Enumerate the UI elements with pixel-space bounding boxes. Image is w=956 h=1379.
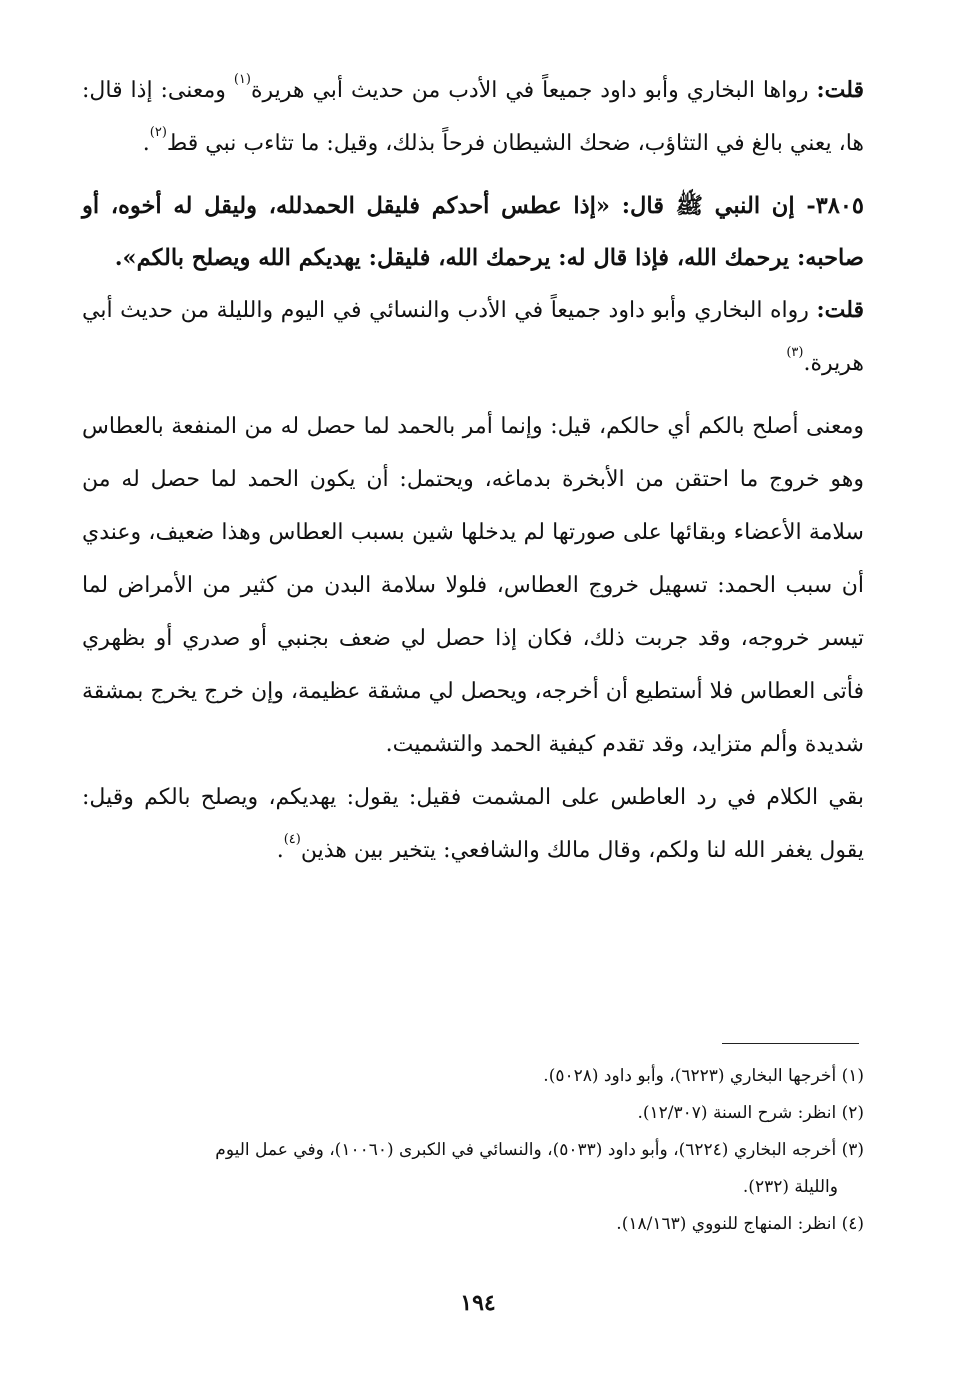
footnotes [82, 1058, 864, 1243]
page-body [82, 64, 864, 877]
paragraph-text: ومعنى: إذا قال: ها، يعني بالغ في التثاؤب، ضحك الشيطان فرحاً بذلك، وقيل: ما تثاءب نبي قط [82, 78, 864, 156]
paragraph-end: . [276, 838, 284, 863]
paragraph-text: رواها البخاري وأبو داود جميعاً في الأدب من حديث أبي هريرة [250, 78, 817, 103]
paragraph-1 [82, 64, 864, 170]
footnote-4: (٤) انظر: المنهاج للنووي (١٨/١٦٣). [616, 1214, 864, 1234]
paragraph-3: ومعنى أصلح بالكم أي حالكم، قيل: وإنما أمر بالحمد لما حصل له من المنفعة بالعطاس وهو خروج ما احتقن من الأبخرة بدماغه، ويحتمل: أن يكون الحمد لما حصل له من سلامة الأعضاء وبقائها على صورتها لم يدخلها شين بسبب العطاس وهذا ضعيف، وعندي أن سبب الحمد: تسهيل خروج العطاس، فلولا سلامة البدن من كثير من الأمراض لما تيسر خروجه، وقد جربت ذلك، فكان إذا حصل لي ضعف بجنبي أو صدري أو بظهري فأتى العطاس فلا أستطيع أن أخرجه، ويحصل لي مشقة عظيمة، وإن خرج يخرج بمشقة شديدة وألم متزايد، وقد تقدم كيفية الحمد والتشميت. [82, 414, 864, 757]
hadith-3805: ٣٨٠٥- إن النبي ﷺ قال: «إذا عطس أحدكم فليقل الحمدلله، وليقل له أخوه، أو صاحبه: يرحمك الله، فإذا قال له: يرحمك الله، فليقل: يهديكم الله ويصلح بالكم». [82, 193, 864, 271]
footnote-separator [722, 1043, 859, 1044]
paragraph-end: . [142, 131, 150, 156]
paragraph-lead: قلت: [816, 297, 864, 323]
paragraph-text: بقي الكلام في رد العاطس على المشمت فقيل: يقول: يهديكم، ويصلح بالكم وقيل: يقول يغفر الله لنا ولكم، وقال مالك والشافعي: يتخير بين هذين [82, 785, 864, 863]
footnote-3-continuation: والليلة (٢٣٢). [742, 1177, 838, 1197]
paragraph-text: رواه البخاري وأبو داود جميعاً في الأدب والنسائي في اليوم والليلة من حديث أبي هريرة. [82, 298, 864, 376]
paragraph-lead: قلت: [816, 77, 864, 103]
paragraph-2 [82, 284, 864, 390]
footnote-ref-3[interactable]: (٣) [786, 345, 804, 360]
footnote-ref-1[interactable]: (١) [233, 72, 251, 87]
footnote-ref-2[interactable]: (٢) [149, 125, 167, 140]
footnote-3: (٣) أخرجه البخاري (٦٢٢٤)، وأبو داود (٥٠٣٣)، والنسائي في الكبرى (١٠٠٦٠)، وفي عمل اليوم [215, 1140, 864, 1160]
footnote-2: (٢) انظر: شرح السنة (١٢/٣٠٧). [637, 1103, 864, 1123]
paragraph-4 [82, 771, 864, 877]
page-number: ١٩٤ [460, 1290, 496, 1316]
footnote-1: (١) أخرجها البخاري (٦٢٢٣)، وأبو داود (٥٠٢٨). [543, 1066, 864, 1086]
footnote-ref-4[interactable]: (٤) [283, 832, 301, 847]
